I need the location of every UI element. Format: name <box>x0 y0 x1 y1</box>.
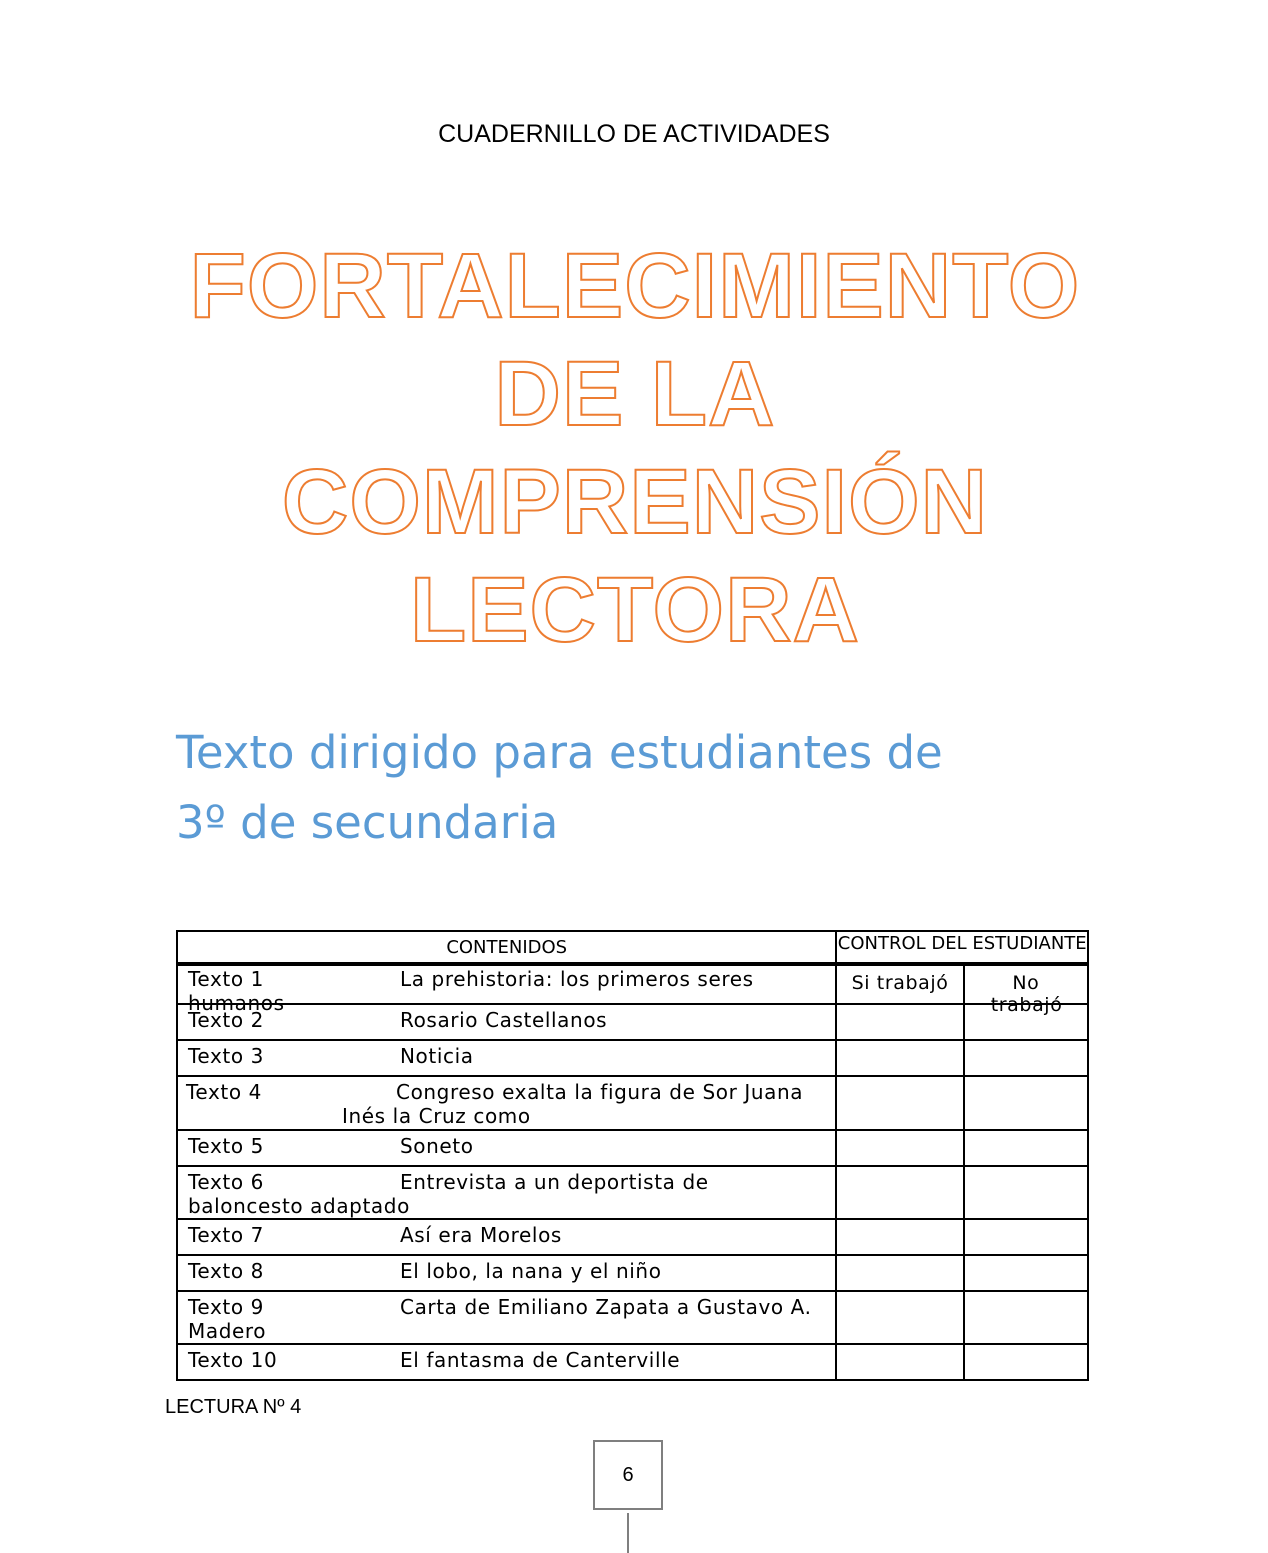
row-5-si-cell[interactable] <box>836 1130 963 1166</box>
contents-table <box>176 930 1089 966</box>
page-number-box <box>593 1440 663 1510</box>
table-row <box>177 1040 1088 1076</box>
header-si-trabajo-label: Si trabajó <box>851 972 949 994</box>
row-10-content <box>177 1344 836 1380</box>
row-2-number: Texto 2 <box>188 1008 264 1032</box>
row-4-content <box>177 1076 836 1130</box>
cover-subtitle-line-1: Texto dirigido para estudiantes de <box>176 726 943 779</box>
table-row <box>177 1076 1088 1130</box>
header-control <box>836 931 1088 965</box>
table-row <box>177 1344 1088 1380</box>
row-4-number: Texto 4 <box>186 1080 262 1104</box>
row-5-no-cell[interactable] <box>964 1130 1088 1166</box>
cover-title-line-3: COMPRENSIÓN <box>281 451 989 553</box>
row-7-content <box>177 1219 836 1255</box>
row-7-title: Así era Morelos <box>400 1223 562 1247</box>
row-1-number: Texto 1 <box>188 967 264 991</box>
row-8-content <box>177 1255 836 1291</box>
lectura-label: LECTURA Nº 4 <box>165 1396 302 1418</box>
row-8-no-cell[interactable] <box>964 1255 1088 1291</box>
page-number: 6 <box>622 1464 634 1486</box>
row-7-number: Texto 7 <box>188 1223 264 1247</box>
row-7-si-cell[interactable] <box>836 1219 963 1255</box>
row-2-content <box>177 1004 836 1040</box>
row-4-si-cell[interactable] <box>836 1076 963 1130</box>
row-4-title: Congreso exalta la figura de Sor Juana <box>396 1080 804 1104</box>
row-9-no-cell[interactable] <box>964 1291 1088 1344</box>
table-row <box>177 963 1088 1004</box>
row-2-si-cell[interactable] <box>836 1004 963 1040</box>
table-row <box>177 1219 1088 1255</box>
cover-subtitle-line-2: 3º de secundaria <box>176 796 559 849</box>
row-3-title: Noticia <box>400 1044 474 1068</box>
row-6-title: Entrevista a un deportista de <box>400 1170 709 1194</box>
row-7-no-cell[interactable] <box>964 1219 1088 1255</box>
row-6-no-cell[interactable] <box>964 1166 1088 1219</box>
row-9-title-continued: Madero <box>188 1319 267 1343</box>
table-row <box>177 1166 1088 1219</box>
row-3-number: Texto 3 <box>188 1044 264 1068</box>
row-10-title: El fantasma de Canterville <box>400 1348 681 1372</box>
row-5-content <box>177 1130 836 1166</box>
row-3-no-cell[interactable] <box>964 1040 1088 1076</box>
cover-title-line-2: DE LA <box>494 343 776 445</box>
cover-title-line-4: LECTORA <box>410 559 860 661</box>
header-no-trabajo-label: No trabajó <box>990 972 1063 1016</box>
row-6-si-cell[interactable] <box>836 1166 963 1219</box>
row-1-title: La prehistoria: los primeros seres humanos <box>188 967 754 1015</box>
document-header-label: CUADERNILLO DE ACTIVIDADES <box>438 120 830 148</box>
cover-title-line-1: FORTALECIMIENTO <box>189 235 1081 337</box>
row-3-si-cell[interactable] <box>836 1040 963 1076</box>
table-row <box>177 1004 1088 1040</box>
contents-table-body <box>176 962 1089 1381</box>
row-8-title: El lobo, la nana y el niño <box>400 1259 662 1283</box>
row-2-title: Rosario Castellanos <box>400 1008 608 1032</box>
row-4-title-continued: Inés la Cruz como <box>342 1104 531 1128</box>
row-5-number: Texto 5 <box>188 1134 264 1158</box>
row-1-content <box>177 963 836 1015</box>
row-8-si-cell[interactable] <box>836 1255 963 1291</box>
cover-title <box>130 232 1140 664</box>
cover-subtitle <box>176 718 1116 858</box>
row-10-no-cell[interactable] <box>964 1344 1088 1380</box>
header-contenidos <box>177 931 836 965</box>
row-9-si-cell[interactable] <box>836 1291 963 1344</box>
row-6-title-continued: baloncesto adaptado <box>188 1194 410 1218</box>
row-4-no-cell[interactable] <box>964 1076 1088 1130</box>
row-9-content <box>177 1291 836 1344</box>
row-3-content <box>177 1040 836 1076</box>
row-9-number: Texto 9 <box>188 1295 264 1319</box>
row-6-content <box>177 1166 836 1219</box>
table-row <box>177 1130 1088 1166</box>
page-number-connector <box>627 1513 629 1553</box>
row-5-title: Soneto <box>400 1134 474 1158</box>
row-6-number: Texto 6 <box>188 1170 264 1194</box>
header-no-trabajo <box>964 963 1088 1016</box>
row-9-title: Carta de Emiliano Zapata a Gustavo A. <box>400 1295 812 1319</box>
row-8-number: Texto 8 <box>188 1259 264 1283</box>
row-10-si-cell[interactable] <box>836 1344 963 1380</box>
table-header-row <box>177 931 1088 965</box>
row-10-number: Texto 10 <box>188 1348 278 1372</box>
table-row <box>177 1291 1088 1344</box>
header-contenidos-label: CONTENIDOS <box>446 937 568 958</box>
header-control-label: CONTROL DEL ESTUDIANTE <box>837 933 1087 954</box>
header-si-trabajo <box>836 963 963 1004</box>
table-row <box>177 1255 1088 1291</box>
